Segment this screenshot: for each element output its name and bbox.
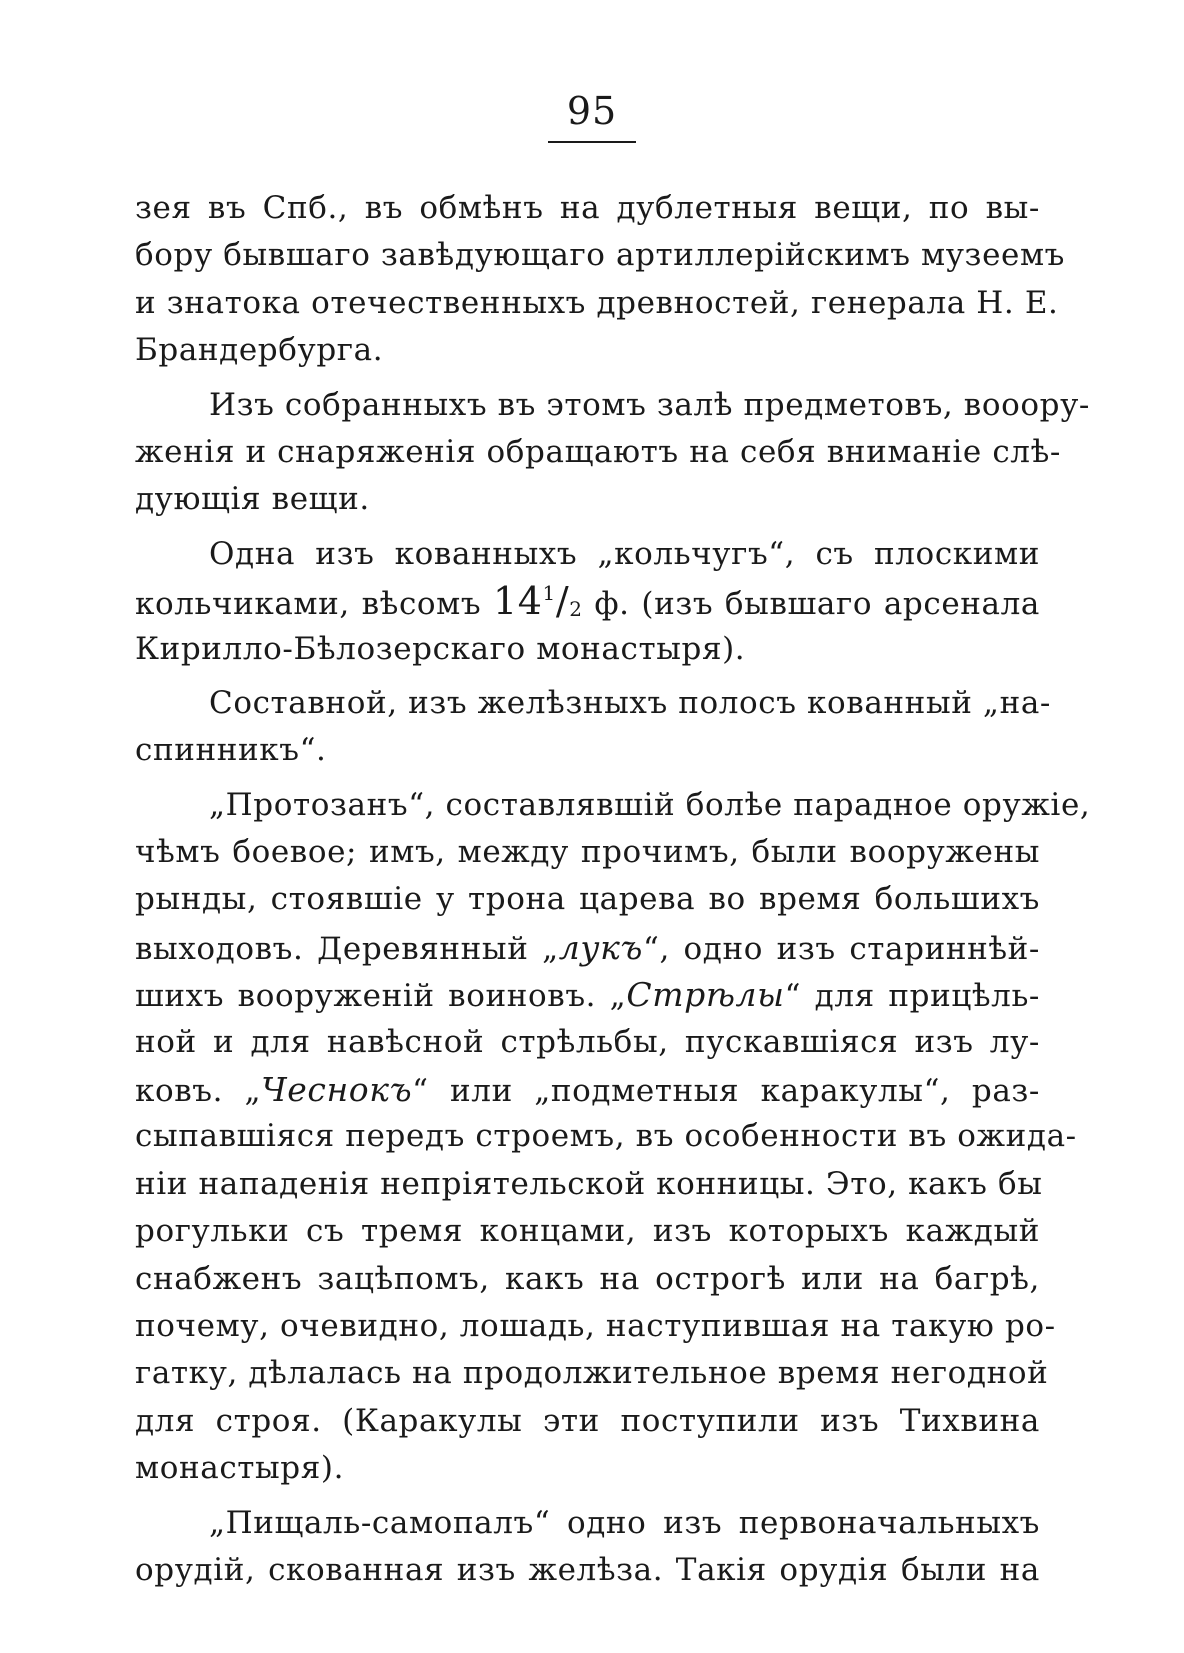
text-line: почему, очевидно, лошадь, наступившая на такую ро- <box>135 1307 1056 1344</box>
text-line: для строя. (Каракулы эти поступили изъ Тихвина <box>135 1402 1040 1439</box>
text-line: рогульки съ тремя концами, изъ которыхъ каждый <box>135 1213 1040 1250</box>
italic-term: Чеснокъ <box>261 1070 413 1110</box>
italic-term: лукъ <box>558 927 644 967</box>
fraction-weight: $14^1/_2$ <box>492 579 583 624</box>
page-number: 95 <box>566 89 618 133</box>
text-line: рынды, стоявшіе у трона царева во время большихъ <box>135 881 1040 918</box>
text-line: орудій, скованная изъ желѣза. Такія орудія были на <box>135 1551 1040 1588</box>
text-line: бору бывшаго завѣдующаго артиллерійскимъ музеемъ <box>135 237 1065 274</box>
text-line: спинникъ“. <box>135 732 327 769</box>
text-line: Одна изъ кованныхъ „кольчугъ“, съ плоскими <box>209 535 1040 572</box>
text-line: монастыря). <box>135 1450 345 1487</box>
italic-term: Стрѣлы <box>626 975 785 1015</box>
text-line: зея въ Спб., въ обмѣнъ на дублетныя вещи, по вы- <box>135 190 1040 226</box>
page-number-rule <box>548 141 636 143</box>
text-line: ніи нападенія непріятельской конницы. Это, какъ бы <box>135 1165 1043 1202</box>
text-line: „Протозанъ“, составлявшій болѣе парадное оружіе, <box>209 786 1091 823</box>
text-line: сыпавшіяся передъ строемъ, въ особенности въ ожида- <box>135 1118 1077 1155</box>
text-line: ковъ. „Чеснокъ“ или „подметныя каракулы“, раз- <box>135 1070 1040 1110</box>
text-line: чѣмъ боевое; имъ, между прочимъ, были вооружены <box>135 834 1040 871</box>
text-line: „Пищаль-самопалъ“ одно изъ первоначальныхъ <box>209 1504 1040 1541</box>
text-line: и знатока отечественныхъ древностей, генерала Н. Е. <box>135 284 1059 321</box>
text-line: Брандербурга. <box>135 332 384 369</box>
text-line: Изъ собранныхъ въ этомъ залѣ предметовъ, вооору- <box>209 386 1091 423</box>
text-line: шихъ вооруженій воиновъ. „Стрѣлы“ для прицѣль- <box>135 975 1040 1015</box>
text-line: Кирилло-Бѣлозерскаго монастыря). <box>135 630 746 667</box>
body-text <box>135 185 1091 1594</box>
text-line: кольчиками, вѣсомъ $14^1/_2$ ф. (изъ бывшаго арсенала <box>135 579 1040 624</box>
text-line: снабженъ зацѣпомъ, какъ на острогѣ или на багрѣ, <box>135 1260 1040 1297</box>
text-line: выходовъ. Деревянный „лукъ“, одно изъ стариннѣй- <box>135 927 1040 967</box>
text-line: гатку, дѣлалась на продолжительное время негодной <box>135 1355 1049 1392</box>
text-line: женія и снаряженія обращаютъ на себя вниманіе слѣ- <box>135 433 1061 470</box>
text-line: дующія вещи. <box>135 481 370 518</box>
text-line: ной и для навѣсной стрѣльбы, пускавшіяся изъ лу- <box>135 1023 1040 1060</box>
text-line: Составной, изъ желѣзныхъ полосъ кованный „на- <box>209 684 1052 721</box>
